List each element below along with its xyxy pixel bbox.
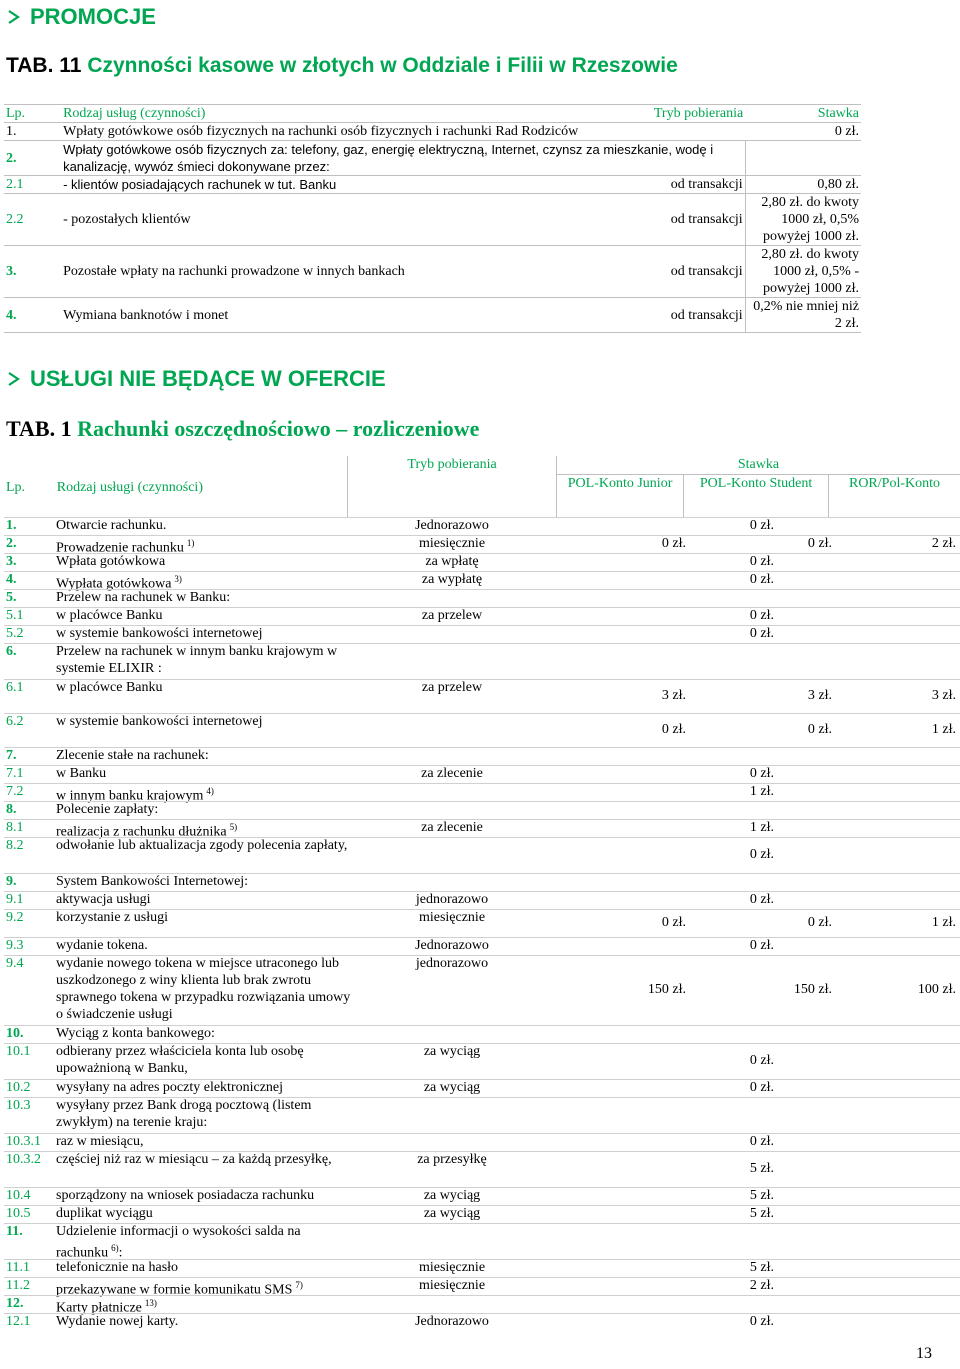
row-lp: 6.1 xyxy=(6,680,24,695)
row-lp: 3. xyxy=(4,246,61,298)
row-desc-suffix: : xyxy=(118,1245,123,1261)
row-divider xyxy=(4,1205,960,1206)
header-stawka: Stawka xyxy=(745,105,861,123)
row-desc-text: w systemie bankowości internetowej xyxy=(56,626,263,641)
row-stawka-all: 1 zł. xyxy=(749,784,774,799)
row-desc xyxy=(56,801,352,818)
table-row xyxy=(4,1097,960,1133)
row-desc-text: Prowadzenie rachunku xyxy=(56,540,184,556)
row-desc xyxy=(56,1097,352,1131)
row-stawka-all: 5 zł. xyxy=(749,1161,774,1176)
row-tryb: Jednorazowo xyxy=(415,1314,489,1329)
header-ror: ROR/Pol-Konto xyxy=(829,474,960,518)
row-tryb: od transakcji xyxy=(613,246,746,298)
page-number: 13 xyxy=(916,1345,932,1362)
footnote-ref: 13) xyxy=(144,1298,157,1308)
table-header xyxy=(4,456,960,474)
row-lp: 2. xyxy=(4,141,61,176)
section-title: PROMOCJE xyxy=(30,4,156,29)
footnote-ref: 1) xyxy=(186,538,195,548)
row-desc xyxy=(56,589,352,606)
row-tryb: za zlecenie xyxy=(421,820,483,835)
row-desc xyxy=(56,1151,352,1168)
row-tryb: za przesyłkę xyxy=(417,1152,487,1167)
row-desc-text: aktywacja usługi xyxy=(56,892,151,907)
row-divider xyxy=(4,1259,960,1260)
row-junior: 0 zł. xyxy=(661,915,686,930)
table-row xyxy=(4,937,960,955)
row-lp: 8.2 xyxy=(6,838,24,853)
row-divider xyxy=(4,873,960,874)
row-divider xyxy=(4,1097,960,1098)
row-tryb: miesięcznie xyxy=(418,910,486,925)
row-desc xyxy=(56,553,352,570)
row-desc-text: wydanie tokena. xyxy=(56,938,148,953)
table-caption: Czynności kasowe w złotych w Oddziale i Filii w Rzeszowie xyxy=(87,54,678,77)
row-lp: 9.2 xyxy=(6,910,24,925)
row-divider xyxy=(4,1025,960,1026)
row-student: 0 zł. xyxy=(807,915,832,930)
row-lp: 6.2 xyxy=(6,714,24,729)
row-desc-text: Otwarcie rachunku. xyxy=(56,518,167,533)
row-lp: 9. xyxy=(6,874,17,889)
table-row xyxy=(4,246,861,298)
table-row xyxy=(4,891,960,909)
row-desc-text: realizacja z rachunku dłużnika xyxy=(56,824,227,840)
row-divider xyxy=(4,713,960,714)
row-lp: 6. xyxy=(6,644,17,659)
row-lp xyxy=(4,176,61,194)
row-tryb: od transakcji xyxy=(613,298,746,333)
row-desc-text: odbierany przez właściciela konta lub osobę upoważnioną w Banku, xyxy=(56,1044,304,1076)
row-desc: Wymiana banknotów i monet xyxy=(61,298,612,333)
row-stawka-all: 0 zł. xyxy=(749,1314,774,1329)
row-desc-text: Udzielenie informacji o wysokości salda na rachunku xyxy=(56,1224,301,1261)
row-divider xyxy=(4,765,960,766)
table-row xyxy=(4,1133,960,1151)
header-tryb-blank xyxy=(348,474,557,518)
table-header xyxy=(4,105,861,123)
row-lp: 8.1 xyxy=(6,820,24,835)
table-row xyxy=(4,873,960,891)
row-stawka-all: 0 zł. xyxy=(749,608,774,623)
table-row xyxy=(4,625,960,643)
footnote-ref: 3) xyxy=(174,574,182,584)
row-stawka: 2,80 zł. do kwoty 1000 zł, 0,5% powyżej 1000 zł. xyxy=(745,194,861,246)
row-lp-text: 2.1 xyxy=(6,177,24,192)
row-divider xyxy=(4,819,960,820)
row-divider xyxy=(4,747,960,748)
table-row xyxy=(4,1025,960,1043)
table-1 xyxy=(4,456,960,518)
row-tryb: za wyciąg xyxy=(423,1080,481,1095)
row-lp: 7.1 xyxy=(6,766,24,781)
row-desc: - pozostałych klientów xyxy=(61,194,612,246)
row-tryb: za wyciąg xyxy=(423,1044,481,1059)
row-desc-text: odwołanie lub aktualizacja zgody polecenia zapłaty, xyxy=(56,838,348,853)
row-tryb: jednorazowo xyxy=(415,892,489,907)
row-student: 0 zł. xyxy=(807,722,832,737)
header-rodzaj: Rodzaj usług (czynności) xyxy=(61,105,612,123)
row-desc-text: Polecenie zapłaty: xyxy=(56,802,159,817)
table-row xyxy=(4,1043,960,1079)
row-lp: 10. xyxy=(6,1026,24,1041)
row-desc xyxy=(56,765,352,782)
row-divider xyxy=(4,517,960,518)
footnote-ref: 5) xyxy=(229,822,238,832)
row-tryb: za wyciąg xyxy=(423,1188,481,1203)
row-divider xyxy=(4,1313,960,1314)
row-stawka-all: 2 zł. xyxy=(749,1278,774,1293)
row-stawka-all: 5 zł. xyxy=(749,1188,774,1203)
row-desc-text: raz w miesiącu, xyxy=(56,1134,144,1149)
table-row xyxy=(4,909,960,937)
table-label: TAB. 1 xyxy=(6,416,72,441)
row-tryb: za zlecenie xyxy=(421,766,483,781)
row-desc-text: System Bankowości Internetowej: xyxy=(56,874,249,889)
row-desc: Wpłaty gotówkowe osób fizycznych na rachunki osób fizycznych i rachunki Rad Rodziców xyxy=(61,123,612,141)
row-ror: 1 zł. xyxy=(931,915,956,930)
header-stawka: Stawka xyxy=(556,456,960,474)
row-divider xyxy=(4,837,960,838)
row-stawka-all: 5 zł. xyxy=(749,1206,774,1221)
row-desc xyxy=(56,873,352,890)
row-lp: 9.3 xyxy=(6,938,24,953)
row-ror: 1 zł. xyxy=(931,722,956,737)
row-desc-text: wysyłany na adres poczty elektronicznej xyxy=(56,1080,284,1095)
table-row xyxy=(4,643,960,679)
row-desc xyxy=(56,1223,352,1262)
table-row xyxy=(4,1223,960,1259)
row-tryb: od transakcji xyxy=(613,176,746,194)
row-tryb: jednorazowo xyxy=(415,956,489,971)
table-row xyxy=(4,1295,960,1316)
row-lp: 5. xyxy=(6,590,17,605)
row-lp: 1. xyxy=(4,123,61,141)
row-stawka: 0,80 zł. xyxy=(745,176,861,194)
row-tryb: za przelew xyxy=(421,680,483,695)
row-divider xyxy=(4,553,960,554)
row-desc-text: wysyłany przez Bank drogą pocztową (listem zwykłym) na terenie kraju: xyxy=(56,1098,312,1130)
row-lp: 11.1 xyxy=(6,1260,30,1275)
row-desc: Wpłaty gotówkowe osób fizycznych za: telefony, gaz, energię elektryczną, Internet, czynsz za mieszkanie, wodę i kanalizację, wywóz śmieci dokonywane przez: xyxy=(61,141,745,176)
table-row xyxy=(4,141,861,176)
row-ror: 2 zł. xyxy=(931,536,956,551)
row-stawka-all: 0 zł. xyxy=(749,572,774,587)
table-row xyxy=(4,298,861,333)
row-lp: 11. xyxy=(6,1224,23,1239)
row-lp: 12.1 xyxy=(6,1314,31,1329)
footnote-ref: 6) xyxy=(111,1243,119,1253)
row-desc xyxy=(56,955,352,1023)
header-tryb: Tryb pobierania xyxy=(348,456,557,474)
row-ror: 100 zł. xyxy=(917,982,956,997)
row-divider xyxy=(4,909,960,910)
row-desc xyxy=(56,1025,352,1042)
row-junior: 0 zł. xyxy=(661,536,686,551)
row-desc xyxy=(56,607,352,624)
row-desc xyxy=(56,1133,352,1150)
row-junior: 0 zł. xyxy=(661,722,686,737)
row-tryb: od transakcji xyxy=(613,194,746,246)
table-row xyxy=(4,801,960,819)
row-divider xyxy=(4,589,960,590)
row-divider xyxy=(4,783,960,784)
row-lp: 11.2 xyxy=(6,1278,30,1293)
row-desc: Pozostałe wpłaty na rachunki prowadzone w innych bankach xyxy=(61,246,612,298)
row-desc xyxy=(56,1259,352,1276)
table-row xyxy=(4,123,861,141)
row-stawka-all: 0 zł. xyxy=(749,938,774,953)
footnote-ref: 7) xyxy=(295,1280,303,1290)
row-lp: 4. xyxy=(6,572,17,587)
row-stawka-all: 0 zł. xyxy=(749,1080,774,1095)
row-desc-text: w placówce Banku xyxy=(56,680,163,695)
row-stawka-all: 1 zł. xyxy=(749,820,774,835)
row-desc-text: Wyciąg z konta bankowego: xyxy=(56,1026,215,1041)
header-junior: POL-Konto Junior xyxy=(556,474,683,518)
table-row xyxy=(4,517,960,535)
table-row xyxy=(4,535,960,556)
row-desc: - klientów posiadających rachunek w tut. Banku xyxy=(61,176,612,194)
row-divider xyxy=(4,937,960,938)
row-desc xyxy=(56,1313,352,1330)
row-stawka-all: 0 zł. xyxy=(749,518,774,533)
section-promocje xyxy=(6,4,156,30)
row-desc xyxy=(56,837,352,854)
arrow-bullet-icon xyxy=(6,9,22,25)
row-desc xyxy=(56,1079,352,1096)
table-row xyxy=(4,765,960,783)
row-lp: 2. xyxy=(6,536,17,551)
row-lp: 10.5 xyxy=(6,1206,31,1221)
table-row xyxy=(4,1205,960,1223)
row-desc-text: duplikat wyciągu xyxy=(56,1206,153,1221)
table-row xyxy=(4,783,960,804)
row-divider xyxy=(4,1223,960,1224)
row-stawka-all: 0 zł. xyxy=(749,892,774,907)
row-student: 3 zł. xyxy=(807,688,832,703)
table-row xyxy=(4,819,960,840)
row-desc xyxy=(56,679,352,696)
table-row xyxy=(4,176,861,194)
row-desc xyxy=(56,891,352,908)
row-desc-text: Karty płatnicze xyxy=(56,1300,142,1316)
row-desc xyxy=(56,747,352,764)
row-ror: 3 zł. xyxy=(931,688,956,703)
row-divider xyxy=(4,643,960,644)
row-divider xyxy=(4,571,960,572)
row-lp: 10.4 xyxy=(6,1188,31,1203)
row-stawka-all: 0 zł. xyxy=(749,626,774,641)
row-lp: 7.2 xyxy=(6,784,24,799)
row-divider xyxy=(4,1079,960,1080)
row-stawka: 0,2% nie mniej niż 2 zł. xyxy=(745,298,861,333)
row-divider xyxy=(4,535,960,536)
row-lp: 12. xyxy=(6,1296,24,1311)
row-stawka-all: 0 zł. xyxy=(749,1053,774,1068)
row-junior: 3 zł. xyxy=(661,688,686,703)
row-lp: 7. xyxy=(6,748,17,763)
table-11 xyxy=(4,104,861,333)
row-lp: 9.4 xyxy=(6,956,24,971)
table-row xyxy=(4,194,861,246)
row-lp: 5.1 xyxy=(6,608,24,623)
row-lp: 3. xyxy=(6,554,17,569)
row-lp: 8. xyxy=(6,802,17,817)
footnote-ref: 4) xyxy=(206,786,214,796)
row-desc xyxy=(56,1043,352,1077)
row-divider xyxy=(4,1187,960,1188)
table-row xyxy=(4,1277,960,1298)
row-desc-text: częściej niż raz w miesiącu – za każdą przesyłkę, xyxy=(56,1152,332,1167)
table-1-title xyxy=(6,416,479,442)
row-divider xyxy=(4,1133,960,1134)
row-stawka: 0 zł. xyxy=(745,123,861,141)
row-divider xyxy=(4,625,960,626)
table-row xyxy=(4,589,960,607)
row-desc-text: w systemie bankowości internetowej xyxy=(56,714,263,729)
row-lp: 4. xyxy=(4,298,61,333)
row-tryb: miesięcznie xyxy=(418,1260,486,1275)
header-tryb: Tryb pobierania xyxy=(613,105,746,123)
row-divider xyxy=(4,891,960,892)
row-tryb: Jednorazowo xyxy=(415,938,489,953)
table-row xyxy=(4,571,960,592)
row-divider xyxy=(4,801,960,802)
row-divider xyxy=(4,1295,960,1296)
row-stawka-all: 0 zł. xyxy=(749,766,774,781)
row-desc xyxy=(56,713,352,730)
row-desc-text: przekazywane w formie komunikatu SMS xyxy=(56,1282,293,1298)
row-desc-text: korzystanie z usługi xyxy=(56,910,168,925)
row-desc-text: Przelew na rachunek w Banku: xyxy=(56,590,231,605)
row-tryb: za wpłatę xyxy=(425,554,479,569)
row-lp: 1. xyxy=(6,518,17,533)
row-divider xyxy=(4,1277,960,1278)
row-divider xyxy=(4,679,960,680)
row-junior: 150 zł. xyxy=(647,982,686,997)
table-caption: Rachunki oszczędnościowo – rozliczeniowe xyxy=(77,416,480,441)
header-lp: Lp. xyxy=(6,479,26,495)
row-desc-text: Wypłata gotówkowa xyxy=(56,576,172,592)
table-row xyxy=(4,837,960,873)
row-desc-text: telefonicznie na hasło xyxy=(56,1260,179,1275)
row-divider xyxy=(4,1151,960,1152)
row-lp-text: 2.2 xyxy=(6,212,24,227)
row-desc-text: Przelew na rachunek w innym banku krajowym w systemie ELIXIR : xyxy=(56,644,338,676)
row-stawka: 2,80 zł. do kwoty 1000 zł, 0,5% - powyżej 1000 zł. xyxy=(745,246,861,298)
row-desc-text: Zlecenie stałe na rachunek: xyxy=(56,748,209,763)
row-desc xyxy=(56,909,352,926)
table-row xyxy=(4,607,960,625)
table-row xyxy=(4,1187,960,1205)
header-lp: Lp. xyxy=(4,105,61,123)
row-lp: 5.2 xyxy=(6,626,24,641)
section-title: USŁUGI NIE BĘDĄCE W OFERCIE xyxy=(30,366,386,391)
row-desc xyxy=(56,1187,352,1204)
row-desc xyxy=(56,1205,352,1222)
row-lp: 10.3.2 xyxy=(6,1152,41,1167)
table-label: TAB. 11 xyxy=(6,54,82,77)
row-desc-text: w innym banku krajowym xyxy=(56,788,204,804)
row-student: 0 zł. xyxy=(807,536,832,551)
row-lp: 10.3.1 xyxy=(6,1134,41,1149)
header-rodzaj: Rodzaj usługi (czynności) xyxy=(56,479,203,495)
row-desc-text: w Banku xyxy=(56,766,107,781)
table-11-title xyxy=(6,54,678,78)
table-row xyxy=(4,553,960,571)
row-lp: 9.1 xyxy=(6,892,24,907)
row-lp xyxy=(4,194,61,246)
row-stawka xyxy=(745,141,861,176)
row-divider xyxy=(4,955,960,956)
row-desc-text: sporządzony na wniosek posiadacza rachunku xyxy=(56,1188,315,1203)
row-tryb xyxy=(613,123,746,141)
table-row xyxy=(4,1151,960,1187)
row-tryb: miesięcznie xyxy=(418,536,486,551)
row-stawka-all: 0 zł. xyxy=(749,1134,774,1149)
row-lp: 10.2 xyxy=(6,1080,31,1095)
row-lp: 10.3 xyxy=(6,1098,31,1113)
row-tryb: za wypłatę xyxy=(421,572,483,587)
table-row xyxy=(4,747,960,765)
section-uslugi xyxy=(6,366,386,392)
arrow-bullet-icon xyxy=(6,371,22,387)
row-desc-text: wydanie nowego tokena w miejsce utraconego lub uszkodzonego z winy klienta lub brak zwrotu sprawnego tokena w przypadku rozwiązania umowy o świadczenie usługi xyxy=(56,956,351,1022)
table-row xyxy=(4,1259,960,1277)
row-desc xyxy=(56,625,352,642)
row-desc xyxy=(56,517,352,534)
table-row xyxy=(4,679,960,713)
row-tryb: za wyciąg xyxy=(423,1206,481,1221)
row-tryb: miesięcznie xyxy=(418,1278,486,1293)
row-divider xyxy=(4,1043,960,1044)
header-student: POL-Konto Student xyxy=(684,474,829,518)
row-divider xyxy=(4,607,960,608)
row-desc-text: w placówce Banku xyxy=(56,608,163,623)
row-desc-text: Wydanie nowej karty. xyxy=(56,1314,179,1329)
row-stawka-all: 0 zł. xyxy=(749,847,774,862)
table-row xyxy=(4,713,960,747)
row-student: 150 zł. xyxy=(793,982,832,997)
table-row xyxy=(4,955,960,1025)
table-row xyxy=(4,1313,960,1331)
row-stawka-all: 5 zł. xyxy=(749,1260,774,1275)
row-lp: 10.1 xyxy=(6,1044,31,1059)
row-tryb: za przelew xyxy=(421,608,483,623)
row-tryb: Jednorazowo xyxy=(415,518,489,533)
row-desc-text: Wpłata gotówkowa xyxy=(56,554,166,569)
row-desc xyxy=(56,643,352,677)
row-stawka-all: 0 zł. xyxy=(749,554,774,569)
row-desc xyxy=(56,937,352,954)
table-row xyxy=(4,1079,960,1097)
